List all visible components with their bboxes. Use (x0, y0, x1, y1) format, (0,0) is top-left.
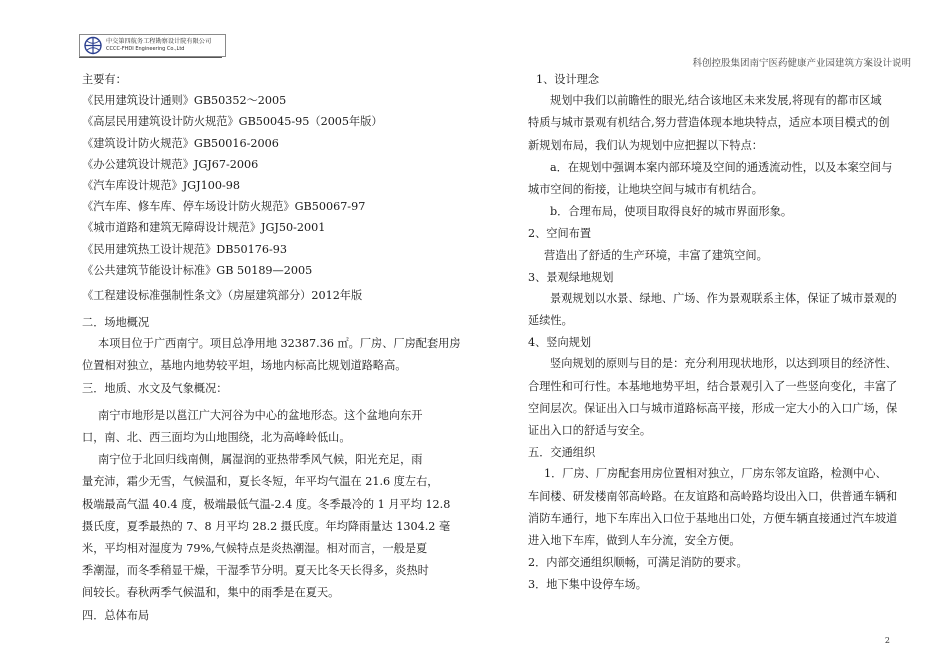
paragraph-line: a．在规划中强调本案内部环境及空间的通透流动性，以及本案空间与 (550, 160, 893, 174)
paragraph-line: 季潮湿，而冬季稍显干燥，干湿季节分明。夏天比冬天长得多，炎热时 (82, 564, 429, 578)
paragraph-line: 南宁位于北回归线南侧，属湿润的亚热带季风气候，阳光充足，雨 (98, 453, 423, 467)
standard-item: 《建筑设计防火规范》GB50016-2006 (82, 136, 279, 150)
standard-item: 《工程建设标准强制性条文》（房屋建筑部分）2012年版 (82, 288, 363, 302)
standard-item: 《汽车库、修车库、停车场设计防火规范》GB50067-97 (82, 200, 366, 214)
paragraph-line: 口，南、北、西三面均为山地围绕，北为高峰岭低山。 (82, 431, 351, 444)
company-emblem-icon (82, 36, 104, 55)
paragraph-line: 进入地下车库，做到人车分流，安全方便。 (528, 533, 741, 547)
company-logo (79, 34, 226, 57)
paragraph-line: 2．内部交通组织顺畅，可满足消防的要求。 (528, 556, 748, 570)
paragraph-line: 车间楼、研发楼南邻高岭路。在友谊路和高岭路均设出入口，供普通车辆和 (528, 489, 898, 503)
paragraph-line: 位置相对独立，基地内地势较平坦，场地内标高比规划道路略高。 (82, 359, 407, 373)
logo-company-name-en: CCCC-FHDI Engineering Co.,Ltd (106, 46, 185, 53)
section-heading: 四．总体布局 (82, 608, 150, 622)
section-heading: 3、景观绿地规划 (528, 270, 614, 284)
standard-item: 《汽车库设计规范》JGJ100-98 (82, 178, 240, 192)
paragraph-line: 极端最高气温 40.4 度，极端最低气温-2.4 度。冬季最冷的 1 月平均 12.8 (82, 497, 451, 511)
paragraph-line: 空间层次。保证出入口与城市道路标高平接，形成一定大小的入口广场，保 (528, 401, 898, 415)
standard-item: 《民用建筑热工设计规范》DB50176-93 (82, 242, 288, 256)
header-divider (79, 57, 222, 58)
paragraph-line: 消防车通行，地下车库出入口位于基地出口处，方便车辆直接通过汽车坡道 (528, 511, 898, 525)
standard-item: 《民用建筑设计通则》GB50352～2005 (82, 94, 287, 108)
paragraph-line: 规划中我们以前瞻性的眼光,结合该地区未来发展,将现有的都市区域 (550, 94, 882, 108)
paragraph-line: 1．厂房、厂房配套用房位置相对独立，厂房东邻友谊路，检测中心、 (544, 467, 887, 481)
paragraph-line: 本项目位于广西南宁。项目总净用地 32387.36 ㎡。厂房、厂房配套用房 (98, 337, 461, 351)
logo-company-name: 中交第四航务工程勘察设计院有限公司 (106, 37, 212, 45)
paragraph-line: 证出入口的舒适与安全。 (528, 424, 652, 437)
left-column (82, 69, 461, 626)
page-number: 2 (884, 636, 890, 645)
section-heading: 2、空间布置 (528, 227, 592, 241)
paragraph-line: 量充沛，霜少无雪，气候温和，夏长冬短，年平均气温在 21.6 度左右， (82, 475, 439, 489)
paragraph-line: 城市空间的衔接，让地块空间与城市有机结合。 (528, 182, 763, 196)
paragraph-line: 合理性和可行性。本基地地势平坦，结合景观引入了一些竖向变化，丰富了 (528, 379, 898, 393)
paragraph-line: 新规划布局，我们认为规划中应把握以下特点： (528, 138, 763, 152)
paragraph-line: 米，平均相对湿度为 79%,气候特点是炎热潮湿。相对而言，一般是夏 (82, 541, 428, 555)
paragraph-line: 3．地下集中设停车场。 (528, 578, 647, 592)
section-heading: 1、设计理念 (536, 73, 600, 86)
section-heading: 三．地质、水文及气象概况： (82, 381, 228, 395)
standard-item: 《办公建筑设计规范》JGJ67-2006 (82, 157, 259, 171)
paragraph-line: b．合理布局，使项目取得良好的城市界面形象。 (550, 205, 793, 219)
standards-intro: 主要有： (82, 73, 127, 86)
section-heading: 五．交通组织 (528, 446, 596, 460)
right-column (528, 69, 896, 597)
paragraph-line: 营造出了舒适的生产环境，丰富了建筑空间。 (544, 248, 768, 262)
section-heading: 二．场地概况 (82, 316, 150, 330)
section-heading: 4、竖向规划 (528, 336, 592, 350)
paragraph-line: 特质与城市景观有机结合,努力营造体现本地块特点，适应本项目模式的创 (528, 116, 890, 130)
paragraph-line: 摄氏度，夏季最热的 7、8 月平均 28.2 摄氏度。年均降雨量达 1304.2 毫 (82, 519, 451, 533)
document-title: 科创控股集团南宁医药健康产业园建筑方案设计说明 (692, 58, 911, 69)
paragraph-line: 延续性。 (528, 314, 573, 328)
standard-item: 《公共建筑节能设计标准》GB 50189—2005 (82, 263, 313, 277)
paragraph-line: 景观规划以水景、绿地、广场、作为景观联系主体，保证了城市景观的 (550, 291, 897, 305)
standard-item: 《城市道路和建筑无障碍设计规范》JGJ50-2001 (82, 221, 326, 235)
paragraph-line: 南宁市地形是以邕江广大河谷为中心的盆地形态。这个盆地向东开 (98, 408, 423, 422)
paragraph-line: 竖向规划的原则与目的是：充分利用现状地形，以达到项目的经济性、 (550, 357, 897, 371)
paragraph-line: 间较长。春秋两季气候温和，集中的雨季是在夏天。 (82, 586, 340, 600)
standard-item: 《高层民用建筑设计防火规范》GB50045-95（2005年版） (82, 115, 383, 129)
